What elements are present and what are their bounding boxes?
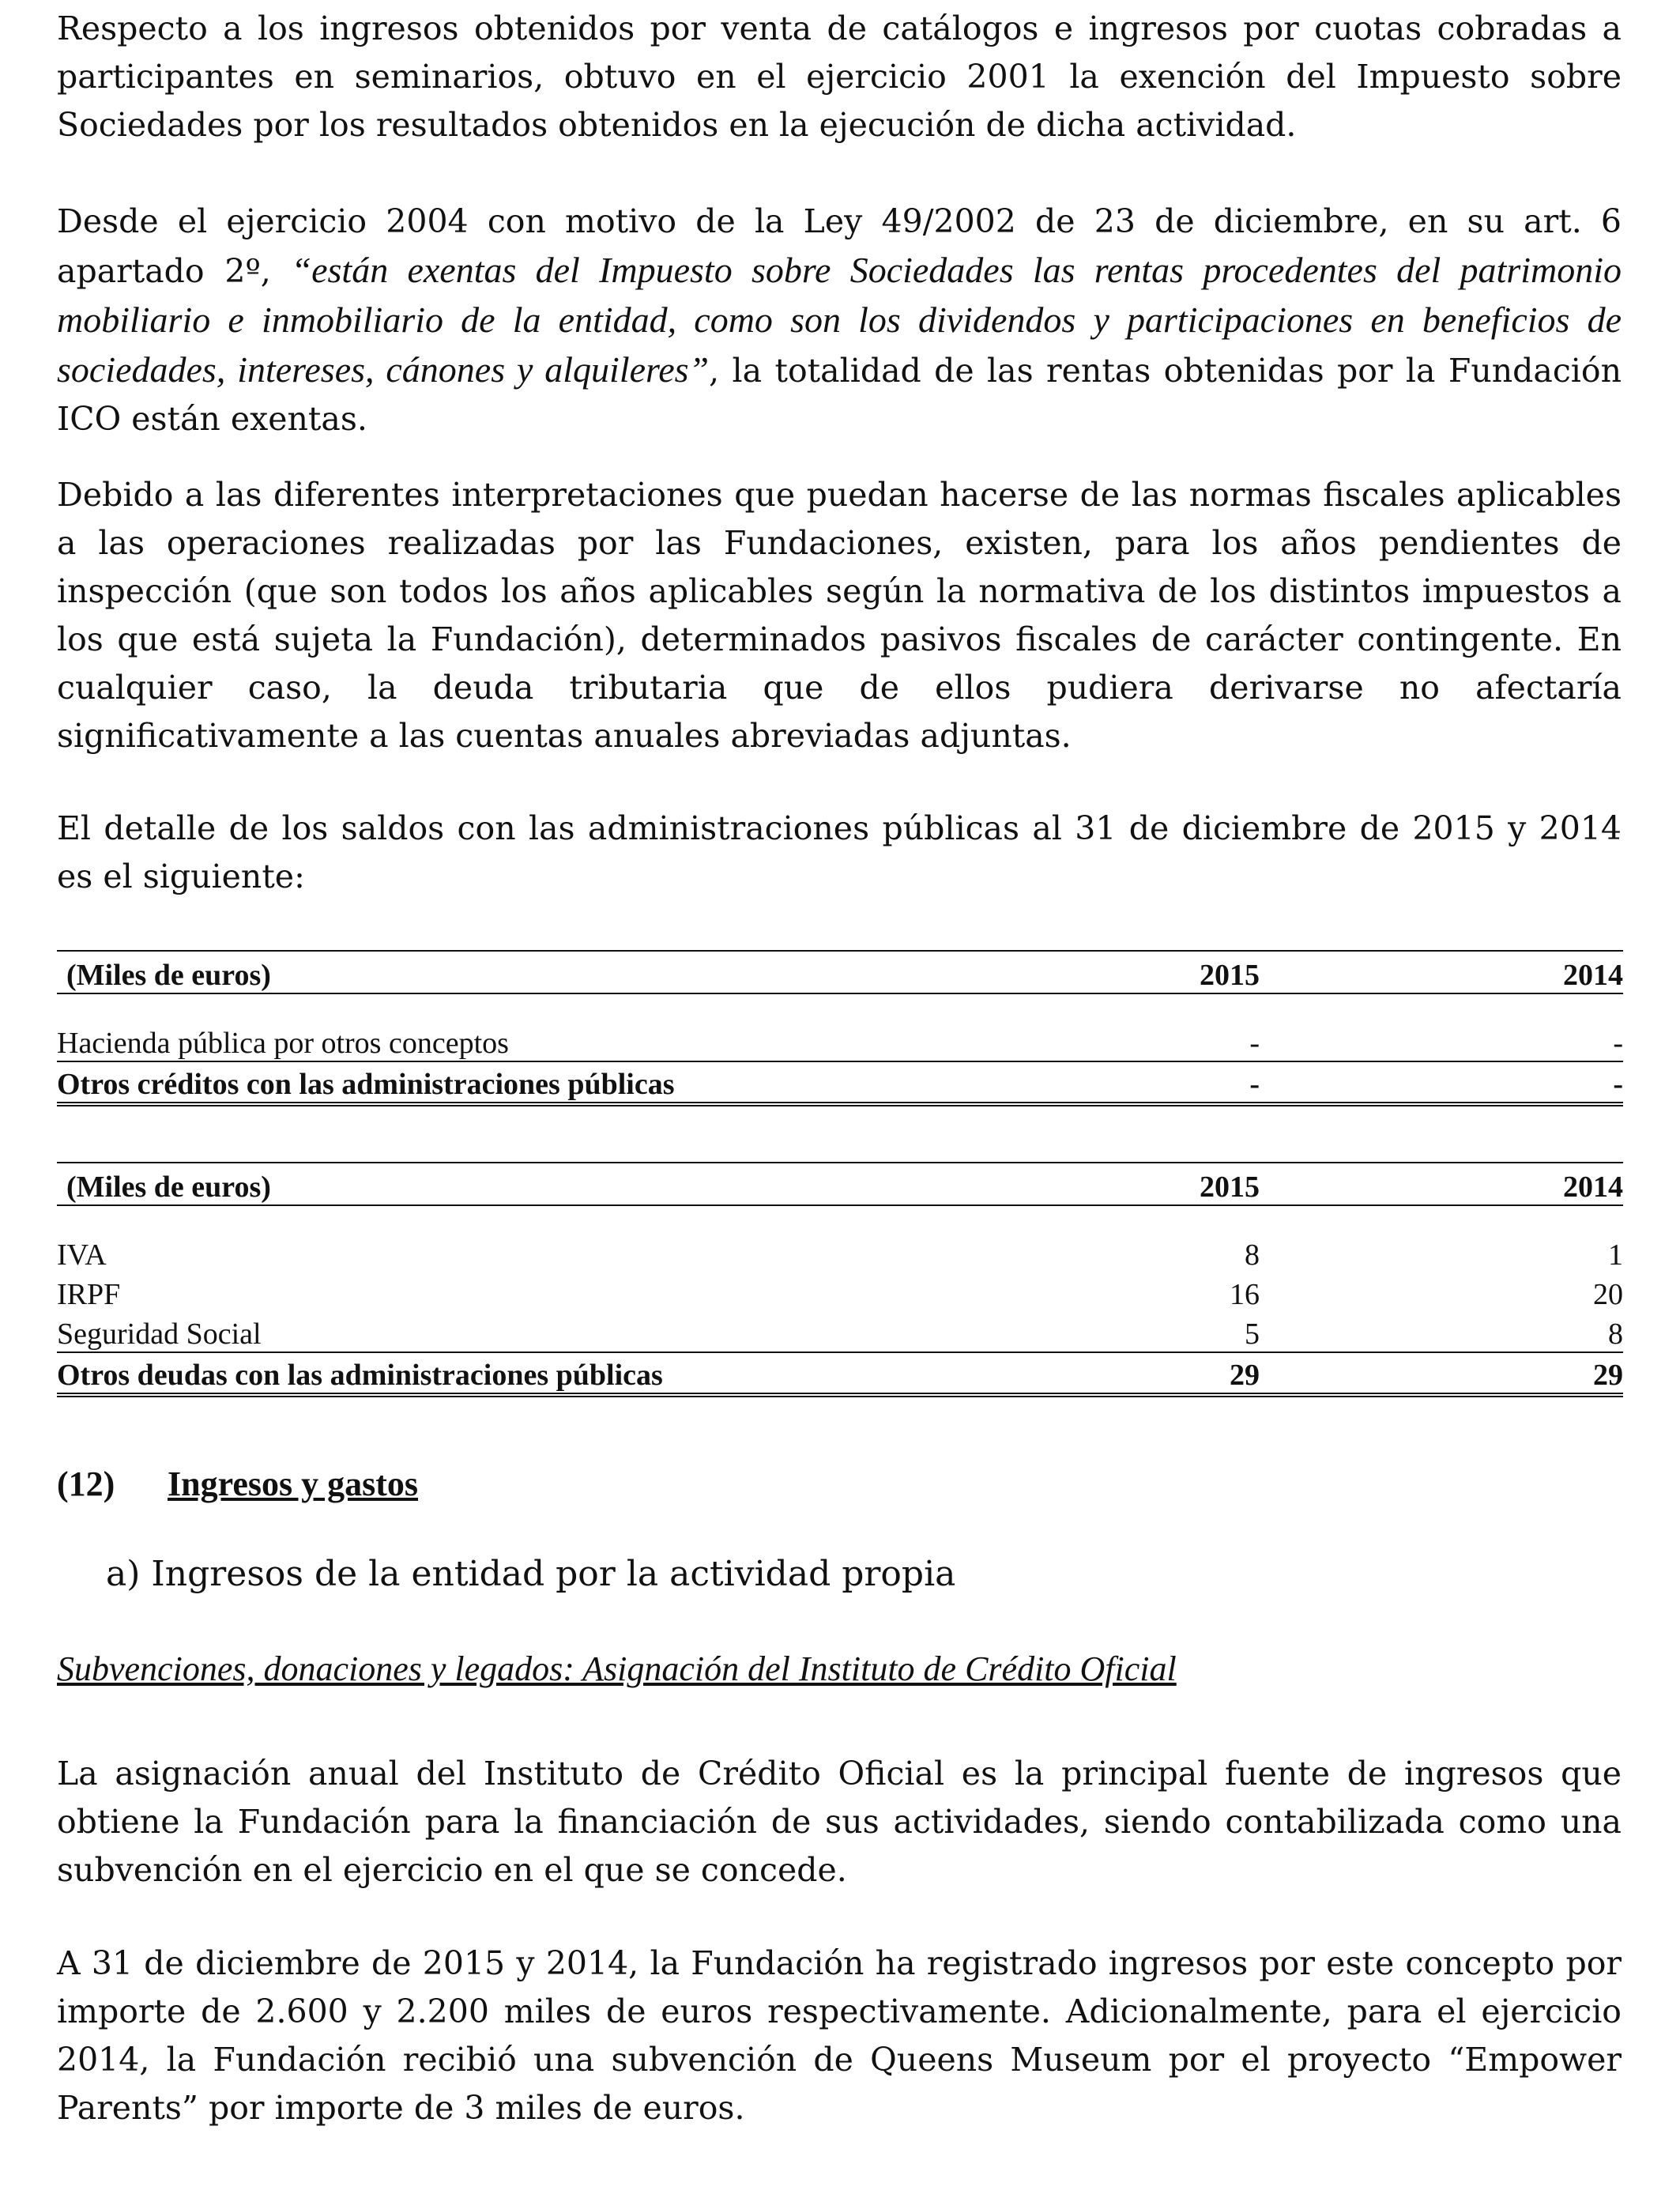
paragraph-contingent-liabilities: Debido a las diferentes interpretaciones que puedan hacerse de las normas fiscales aplicables a las operaciones realizadas por las Fundaciones, existen, para los años pendientes de inspección (que son todos los años aplicables según la normativa de los distintos impuestos a los que está sujeta la Fundación), determinados pasivos fiscales de carácter contingente. En cualquier caso, la deuda tributaria que de ellos pudiera derivarse no afectaría significativamente a las cuentas anuales abreviadas adjuntas. [57, 476, 1622, 755]
paragraph-ingresos-registrados: A 31 de diciembre de 2015 y 2014, la Fundación ha registrado ingresos por este concepto por importe de 2.600 y 2.200 miles de euros respectivamente. Adicionalmente, para el ejercicio 2014, la Fundación recibió una subvención de Queens Museum por el proyecto “Empower Parents” por importe de 3 miles de euros. [57, 1944, 1622, 2127]
row-label: Hacienda pública por otros conceptos [57, 1027, 509, 1060]
section-number: (12) [57, 1465, 115, 1503]
table-total-row [57, 1061, 1623, 1104]
total-value-2015: 29 [1102, 1352, 1260, 1395]
table-total-row [57, 1352, 1623, 1395]
paragraph-table-intro: El detalle de los saldos con las administraciones públicas al 31 de diciembre de 2015 y 2014 es el siguiente: [57, 809, 1622, 895]
header-year-2014: 2014 [1260, 1163, 1623, 1205]
total-value-2014: 29 [1260, 1352, 1623, 1395]
table-row [57, 1312, 1623, 1352]
table-otras-deudas [57, 1162, 1623, 1397]
legal-quote: “están exentas del Impuesto sobre Sociedades las rentas procedentes del patrimonio mobiliario e inmobiliario de la entidad, como son los dividendos y participaciones en beneficios de sociedades, intereses, cánones y alquileres” [57, 250, 1622, 390]
underlined-heading: Subvenciones, donaciones y legados: Asignación del Instituto de Crédito Oficial [57, 1649, 1177, 1688]
table-otros-creditos [57, 950, 1623, 1106]
table-row [57, 1233, 1623, 1272]
row-value-2014: - [1613, 1027, 1623, 1060]
row-label: Seguridad Social [57, 1318, 262, 1351]
row-label: IRPF [57, 1278, 121, 1311]
total-label: Otros créditos con las administraciones públicas [57, 1061, 1102, 1104]
section-heading [57, 1464, 418, 1504]
row-value-2015: 5 [1245, 1318, 1260, 1351]
total-value-2014: - [1260, 1061, 1623, 1104]
table-header-row [57, 951, 1623, 993]
header-units: (Miles de euros) [57, 1163, 1102, 1205]
row-value-2015: 16 [1230, 1278, 1260, 1311]
header-year-2015: 2015 [1102, 1163, 1260, 1205]
table-header-row [57, 1163, 1623, 1205]
row-value-2014: 8 [1608, 1318, 1623, 1351]
row-label: IVA [57, 1238, 107, 1272]
row-value-2014: 20 [1593, 1278, 1623, 1311]
header-units: (Miles de euros) [57, 951, 1102, 993]
total-label: Otros deudas con las administraciones públicas [57, 1352, 1102, 1395]
header-year-2015: 2015 [1102, 951, 1260, 993]
total-value-2015: - [1102, 1061, 1260, 1104]
paragraph-text: , la totalidad de las rentas obtenidas por la Fundación ICO están exentas. [57, 352, 1622, 438]
header-year-2014: 2014 [1260, 951, 1623, 993]
table-row [57, 1272, 1623, 1312]
row-value-2014: 1 [1608, 1238, 1623, 1272]
table-row [57, 1021, 1623, 1061]
section-title: Ingresos y gastos [168, 1465, 419, 1503]
row-value-2015: 8 [1245, 1238, 1260, 1272]
row-value-2015: - [1249, 1027, 1260, 1060]
paragraph-exemption-2001: Respecto a los ingresos obtenidos por venta de catálogos e ingresos por cuotas cobradas a participantes en seminarios, obtuvo en el ejercicio 2001 la exención del Impuesto sobre Sociedades por los resultados obtenidos en la ejecución de dicha actividad. [57, 9, 1622, 144]
subheading: a) Ingresos de la entidad por la actividad propia [106, 1554, 956, 1594]
paragraph-text: Desde el ejercicio 2004 con motivo de la Ley 49/2002 de 23 de diciembre, en su art. 6 apartado 2º, [57, 202, 1622, 290]
paragraph-asignacion-anual: La asignación anual del Instituto de Crédito Oficial es la principal fuente de ingresos que obtiene la Fundación para la financiación de sus actividades, siendo contabilizada como una subvención en el ejercicio en el que se concede. [57, 1755, 1622, 1889]
paragraph-ley-49-2002 [57, 198, 1622, 443]
